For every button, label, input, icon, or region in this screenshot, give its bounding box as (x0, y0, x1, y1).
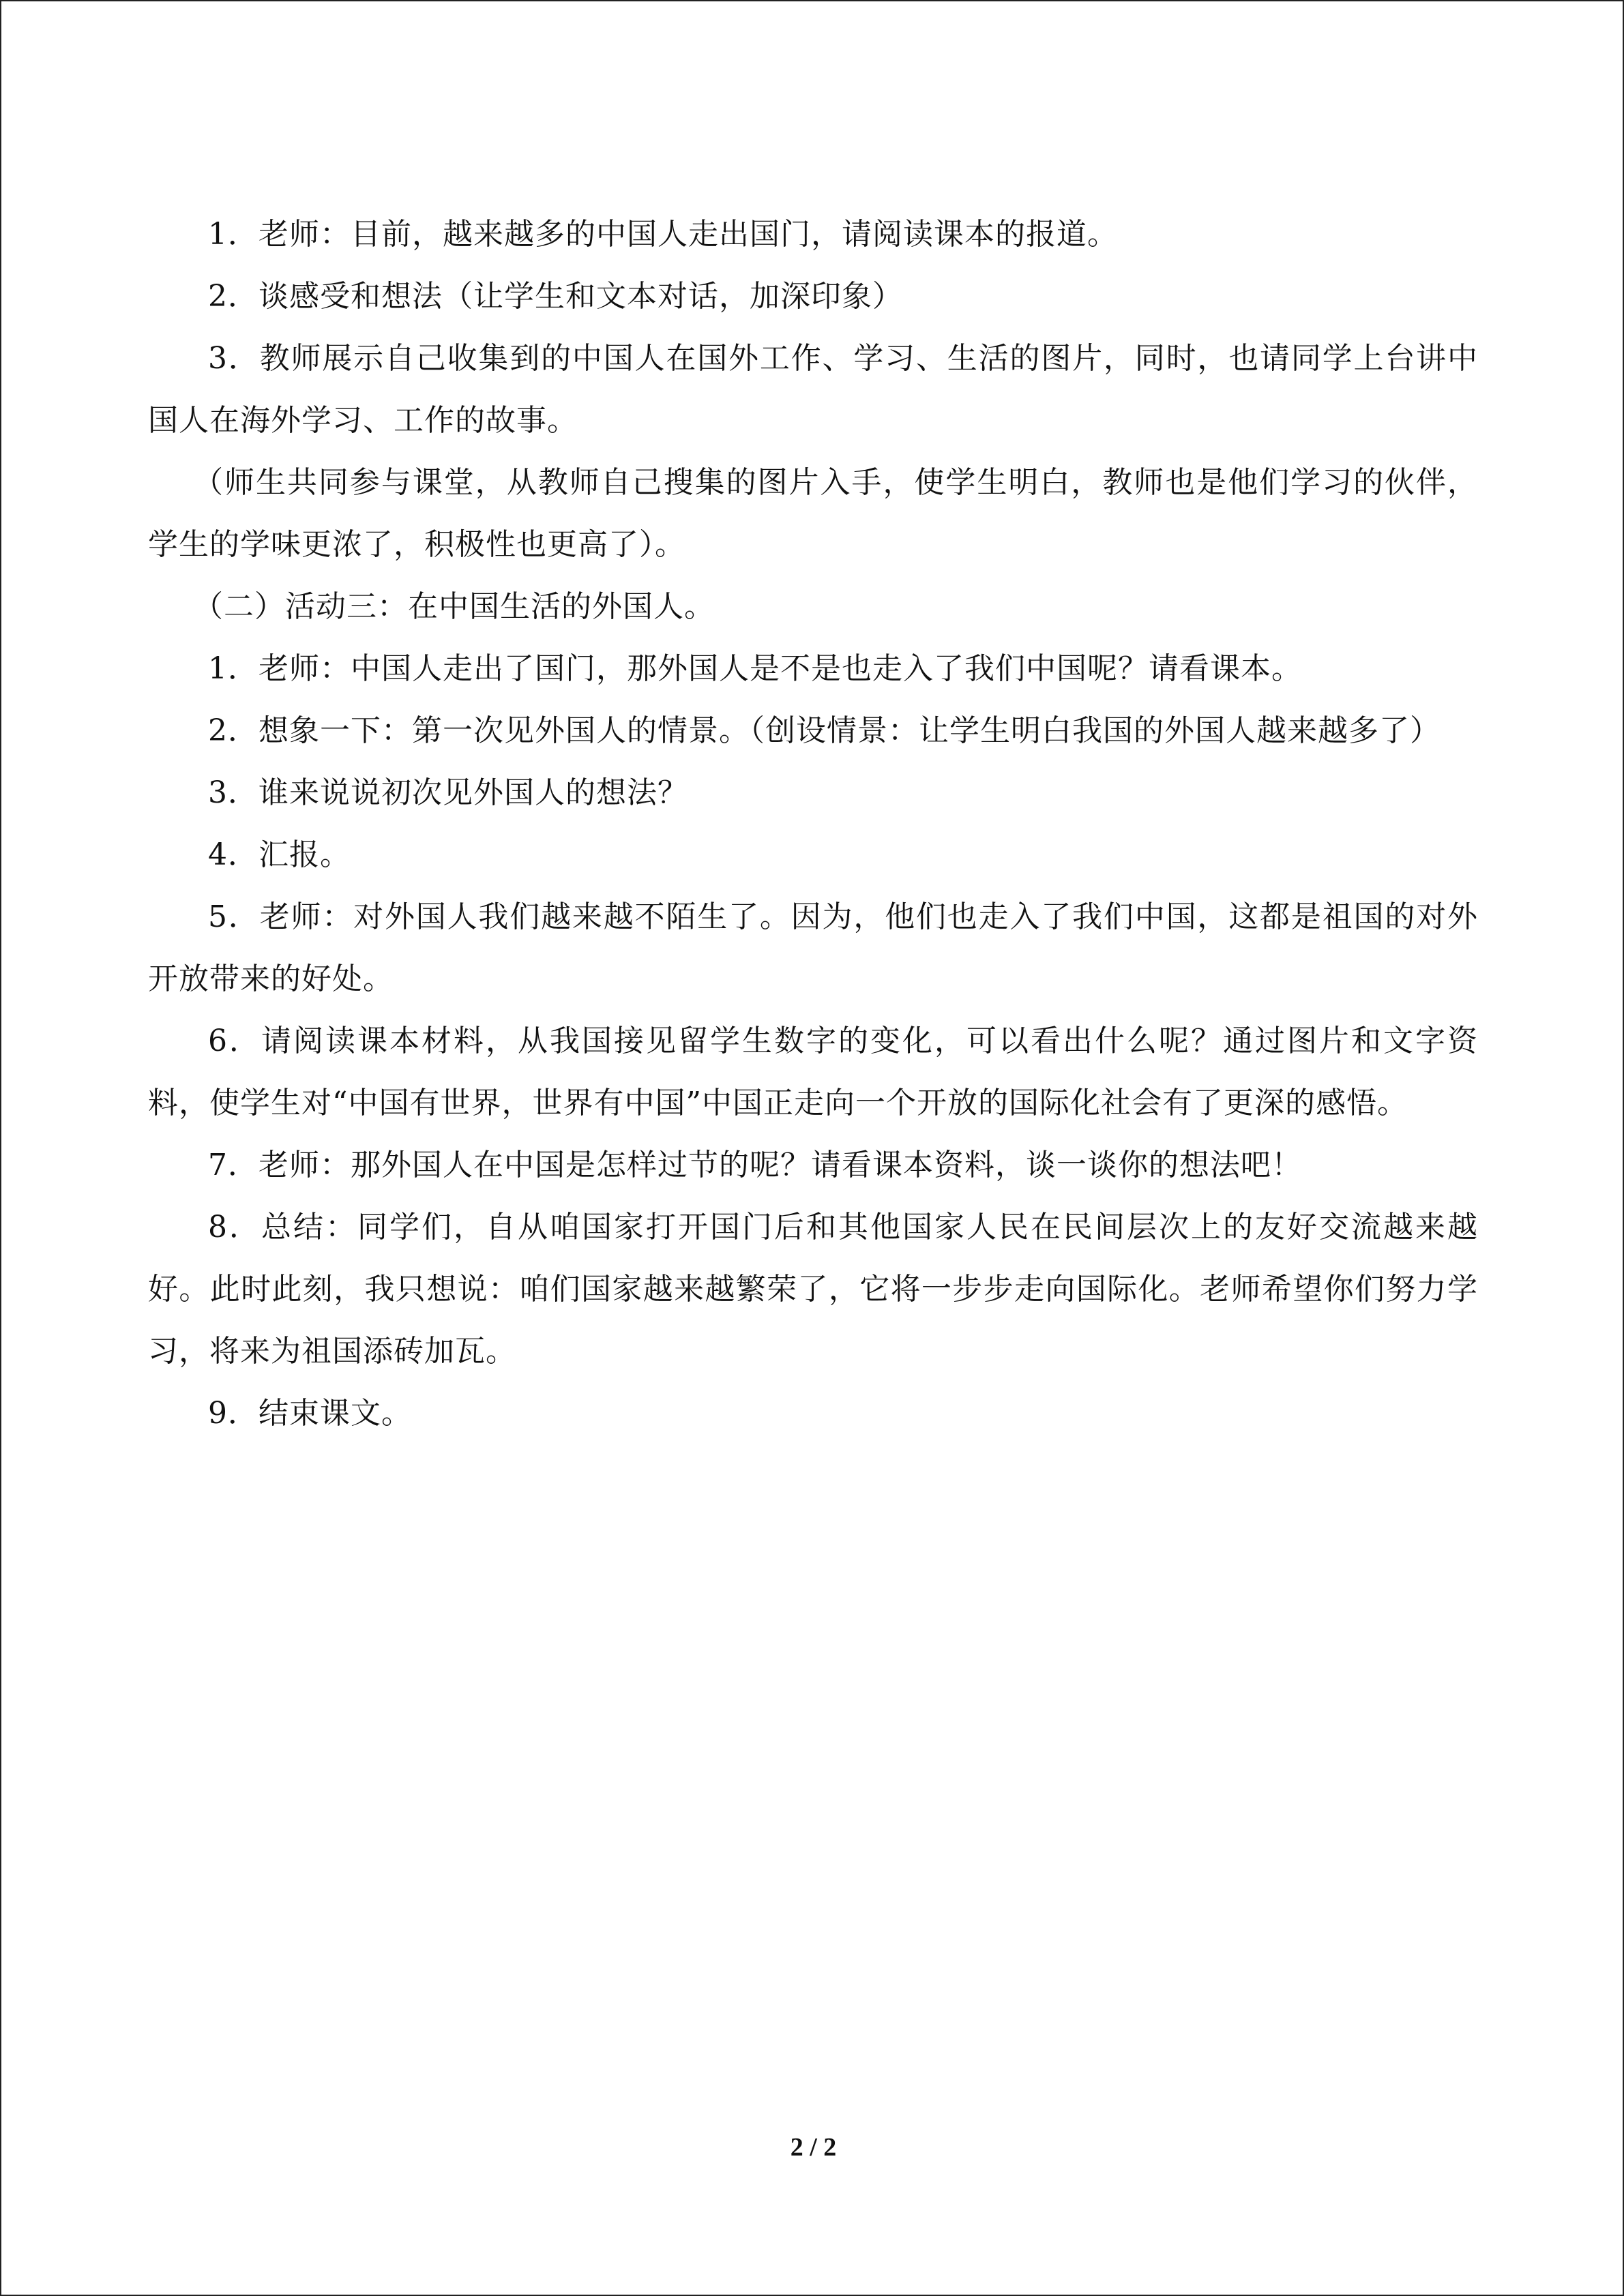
section-heading-activity-3: （二）活动三：在中国生活的外国人。 (193, 589, 715, 624)
paragraph-12: 7．老师：那外国人在中国是怎样过节的呢？请看课本资料，谈一谈你的想法吧！ (208, 1148, 1302, 1182)
document-body (148, 203, 1478, 1444)
paragraph-11: 6．请阅读课本材料，从我国接见留学生数字的变化，可以看出什么呢？通过图片和文字资料，使学生对“中国有世界，世界有中国”中国正走向一个开放的国际化社会有了更深的感悟。 (148, 1024, 1478, 1120)
paragraph-3: 3．教师展示自己收集到的中国人在国外工作、学习、生活的图片，同时，也请同学上台讲中国人在海外学习、工作的故事。 (148, 341, 1478, 438)
paragraph-9: 4．汇报。 (208, 837, 351, 872)
paragraph-6: 1．老师：中国人走出了国门，那外国人是不是也走入了我们中国呢？请看课本。 (208, 651, 1302, 686)
paragraph-7: 2．想象一下：第一次见外国人的情景。（创设情景：让学生明白我国的外国人越来越多了） (208, 713, 1441, 748)
paragraph-10: 5．老师：对外国人我们越来越不陌生了。因为，他们也走入了我们中国，这都是祖国的对外开放带来的好处。 (148, 899, 1478, 996)
paragraph-4: （师生共同参与课堂，从教师自己搜集的图片入手，使学生明白，教师也是他们学习的伙伴，学生的学味更浓了，积极性也更高了）。 (148, 465, 1478, 562)
paragraph-14: 9．结束课文。 (208, 1396, 412, 1431)
paragraph-8: 3．谁来说说初次见外国人的想法？ (208, 775, 688, 810)
paragraph-13: 8．总结：同学们，自从咱国家打开国门后和其他国家人民在民间层次上的友好交流越来越好。此时此刻，我只想说：咱们国家越来越繁荣了，它将一步步走向国际化。老师希望你们努力学习，将来为祖国添砖加瓦。 (148, 1210, 1478, 1369)
page-number: 2 / 2 (790, 2133, 837, 2162)
paragraph-1: 1．老师：目前，越来越多的中国人走出国门，请阅读课本的报道。 (208, 217, 1118, 252)
paragraph-2: 2．谈感受和想法（让学生和文本对话，加深印象） (208, 279, 903, 314)
